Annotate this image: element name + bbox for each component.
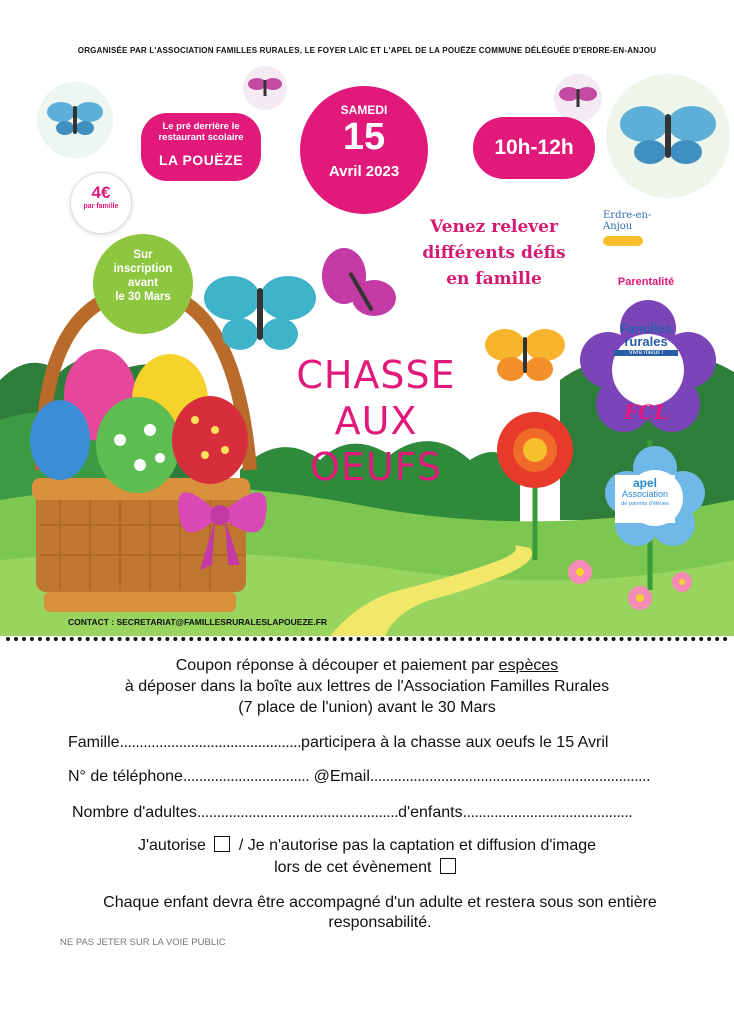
- signup-line-2: inscription: [113, 263, 173, 275]
- signup-deadline-circle: [93, 234, 193, 334]
- coupon-header-prefix: Coupon réponse à découper et paiement par: [175, 657, 499, 674]
- consent-line-1: [0, 836, 734, 855]
- location-line-2: restaurant scolaire: [158, 132, 244, 143]
- logo-familles-rurales: [614, 322, 678, 356]
- date-month-year: Avril 2023: [328, 163, 400, 180]
- tagline-line-1: Venez relever: [430, 217, 558, 237]
- consent-event-label: lors de cet évènement: [274, 859, 432, 876]
- tagline: [404, 214, 584, 292]
- children-field[interactable]: ...........................................: [462, 804, 633, 821]
- adults-children-row: [72, 804, 632, 822]
- adults-label: Nombre d'adultes: [72, 804, 197, 821]
- tagline-line-2: différents défis: [422, 243, 566, 263]
- signup-line-4: le 30 Mars: [115, 291, 171, 303]
- logo-fcl-text: FCL: [623, 400, 669, 424]
- time-pill: 10h-12h: [473, 117, 595, 179]
- location-town: LA POUËZE: [158, 152, 244, 168]
- not-authorize-checkbox[interactable]: [440, 858, 456, 874]
- location-pill: [141, 113, 261, 181]
- coupon-header-line-2: à déposer dans la boîte aux lettres de l'Association Familles Rurales: [124, 678, 610, 695]
- email-field[interactable]: .......................................................................: [369, 768, 651, 785]
- logo-fcl: [618, 400, 674, 424]
- famille-label: Famille: [68, 734, 120, 751]
- location-line-1: Le pré derrière le: [162, 121, 240, 132]
- logo-apel: [615, 475, 675, 523]
- authorize-checkbox[interactable]: [214, 836, 230, 852]
- organizers-line: ORGANISÉE PAR L'ASSOCIATION FAMILLES RURALES, LE FOYER LAÏC ET L'APEL DE LA POUËZE COMMUNE DÉLÉGUÉE D'ERDRE-EN-ANJOU: [77, 46, 657, 55]
- coupon-header-line-3: (7 place de l'union) avant le 30 Mars: [238, 699, 496, 716]
- coupon-header-line-1: [0, 655, 734, 676]
- responsibility-note: Chaque enfant devra être accompagné d'un adulte et restera sous son entière responsabilité.: [103, 894, 657, 931]
- logo-fr-text-1: Familles: [619, 321, 673, 336]
- date-day-number: 15: [342, 116, 386, 158]
- consent-not-authorize-label: / Je n'autorise pas la captation et diffusion d'image: [238, 837, 597, 854]
- cut-line-divider: [6, 637, 728, 641]
- famille-suffix: participera à la chasse aux oeufs le 15 Avril: [301, 734, 609, 751]
- logo-reseau-parentalite: [603, 272, 689, 290]
- contact-line: CONTACT : SECRETARIAT@FAMILLESRURALESLAPOUEZE.FR: [68, 617, 328, 627]
- coupon-header: [0, 655, 734, 718]
- famille-field[interactable]: ..............................................: [119, 734, 302, 751]
- logo-apel-text-1: apel: [632, 476, 657, 490]
- phone-email-row: [68, 768, 650, 786]
- logo-erdre-en-anjou: [603, 210, 677, 250]
- logo-erdre-text: Erdre-en-Anjou: [603, 210, 652, 232]
- email-label: @Email: [309, 768, 370, 785]
- price-badge: [70, 172, 132, 234]
- logo-apel-text-2: Association: [621, 489, 669, 499]
- phone-label: N° de téléphone: [68, 768, 183, 785]
- title-line-2: AUX OEUFS: [309, 399, 443, 489]
- logo-fr-slogan: Vivre mieux !: [614, 350, 678, 356]
- children-label: d'enfants: [398, 804, 463, 821]
- logo-fr-text-2: rurales: [624, 334, 668, 349]
- date-circle: [300, 86, 428, 214]
- logo-erdre-mark: [603, 236, 643, 246]
- price-amount: 4€: [91, 183, 111, 202]
- adults-field[interactable]: ...................................................: [196, 804, 399, 821]
- date-day-name: SAMEDI: [340, 103, 388, 117]
- phone-field[interactable]: ................................: [182, 768, 310, 785]
- title-line-1: CHASSE: [296, 353, 456, 397]
- signup-line-3: avant: [127, 277, 159, 289]
- consent-authorize-label: J'autorise: [137, 837, 206, 854]
- consent-line-2: [0, 858, 734, 877]
- logo-apel-text-3: de parents d'élèves: [621, 501, 669, 507]
- logo-parentalite-text: Parentalité: [617, 276, 675, 288]
- signup-line-1: Sur: [133, 249, 153, 261]
- tagline-line-3: en famille: [446, 269, 542, 289]
- footer-note: NE PAS JETER SUR LA VOIE PUBLIC: [60, 937, 226, 948]
- event-title: [266, 352, 486, 490]
- coupon-header-underlined: espèces: [498, 657, 559, 674]
- price-unit: par famille: [83, 203, 119, 210]
- famille-row: [68, 734, 608, 752]
